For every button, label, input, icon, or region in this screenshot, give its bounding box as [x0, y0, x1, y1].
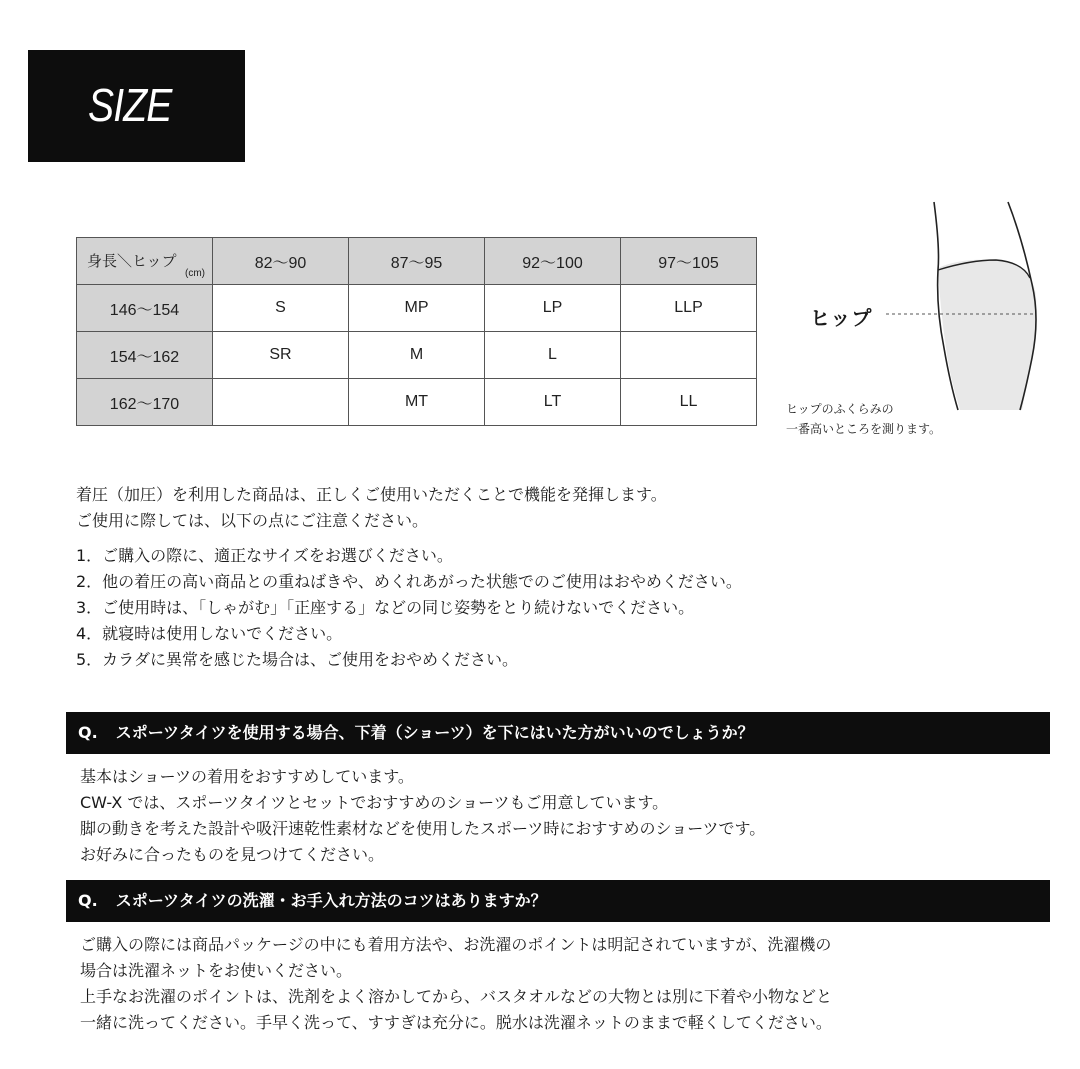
answer-line: CW-X では、スポーツタイツとセットでおすすめのショーツもご用意しています。 — [80, 793, 669, 812]
size-cell: LT — [485, 379, 621, 426]
intro-line: 着圧（加圧）を利用した商品は、正しくご使用いただくことで機能を発揮します。 — [76, 485, 667, 504]
hip-range-header: 82〜90 — [213, 238, 349, 285]
size-cell: LP — [485, 285, 621, 332]
size-table-row — [77, 332, 757, 379]
hip-label: ヒップ — [810, 306, 873, 330]
caution-item: 1．ご購入の際に、適正なサイズをお選びください。 — [76, 546, 453, 565]
corner-cell — [77, 238, 213, 285]
answer-line: お好みに合ったものを見つけてください。 — [80, 845, 385, 864]
size-cell: M — [349, 332, 485, 379]
corner-unit: (cm) — [185, 268, 205, 279]
answer-line: 場合は洗濯ネットをお使いください。 — [80, 961, 353, 980]
intro-text — [76, 482, 667, 534]
caution-item: 4．就寝時は使用しないでください。 — [76, 624, 343, 643]
faq-question: スポーツタイツを使用する場合、下着（ショーツ）を下にはいた方がいいのでしょうか？ — [115, 723, 754, 742]
answer-line: 上手なお洗濯のポイントは、洗剤をよく溶かしてから、バスタオルなどの大物とは別に下着や小物などと — [80, 987, 833, 1006]
hip-range-header: 87〜95 — [349, 238, 485, 285]
caution-item: 2．他の着圧の高い商品との重ねばきや、めくれあがった状態でのご使用はおやめください。 — [76, 572, 742, 591]
faq-question-bar — [66, 712, 1050, 754]
size-cell: LL — [621, 379, 757, 426]
size-cell: LLP — [621, 285, 757, 332]
size-cell — [621, 332, 757, 379]
answer-line: 基本はショーツの着用をおすすめしています。 — [80, 767, 414, 786]
size-table — [76, 237, 757, 426]
caution-list — [76, 543, 742, 673]
corner-label: 身長＼ヒップ — [87, 253, 177, 270]
caution-item: 5．カラダに異常を感じた場合は、ご使用をおやめください。 — [76, 650, 519, 669]
intro-line: ご使用に際しては、以下の点にご注意ください。 — [76, 511, 429, 530]
q-prefix: Q. — [78, 723, 98, 742]
size-cell: SR — [213, 332, 349, 379]
faq-question-bar — [66, 880, 1050, 922]
hip-range-header: 97〜105 — [621, 238, 757, 285]
caution-item: 3．ご使用時は、「しゃがむ」「正座する」などの同じ姿勢をとり続けないでください。 — [76, 598, 695, 617]
height-range-cell: 162〜170 — [77, 379, 213, 426]
size-table-header-row — [77, 238, 757, 285]
size-cell: L — [485, 332, 621, 379]
answer-line: 一緒に洗ってください。手早く洗って、すすぎは充分に。脱水は洗濯ネットのままで軽くしてください。 — [80, 1013, 832, 1032]
hip-range-header: 92〜100 — [485, 238, 621, 285]
size-title: SIZE — [88, 79, 172, 131]
size-cell — [213, 379, 349, 426]
faq-answer — [80, 764, 765, 868]
q-prefix: Q. — [78, 891, 98, 910]
height-range-cell: 154〜162 — [77, 332, 213, 379]
faq-answer — [80, 932, 832, 1036]
size-title-box — [28, 50, 245, 162]
size-cell: MT — [349, 379, 485, 426]
size-table-row — [77, 379, 757, 426]
answer-line: 脚の動きを考えた設計や吸汗速乾性素材などを使用したスポーツ時におすすめのショーツです。 — [80, 819, 766, 838]
hip-measure-note — [786, 399, 941, 439]
height-range-cell: 146〜154 — [77, 285, 213, 332]
hip-note-line: ヒップのふくらみの — [786, 402, 894, 416]
answer-line: ご購入の際には商品パッケージの中にも着用方法や、お洗濯のポイントは明記されていますが、洗濯機の — [80, 935, 832, 954]
hip-note-line: 一番高いところを測ります。 — [786, 422, 942, 436]
size-cell: S — [213, 285, 349, 332]
faq-question: スポーツタイツの洗濯・お手入れ方法のコツはありますか？ — [115, 891, 547, 910]
size-cell: MP — [349, 285, 485, 332]
size-table-row — [77, 285, 757, 332]
